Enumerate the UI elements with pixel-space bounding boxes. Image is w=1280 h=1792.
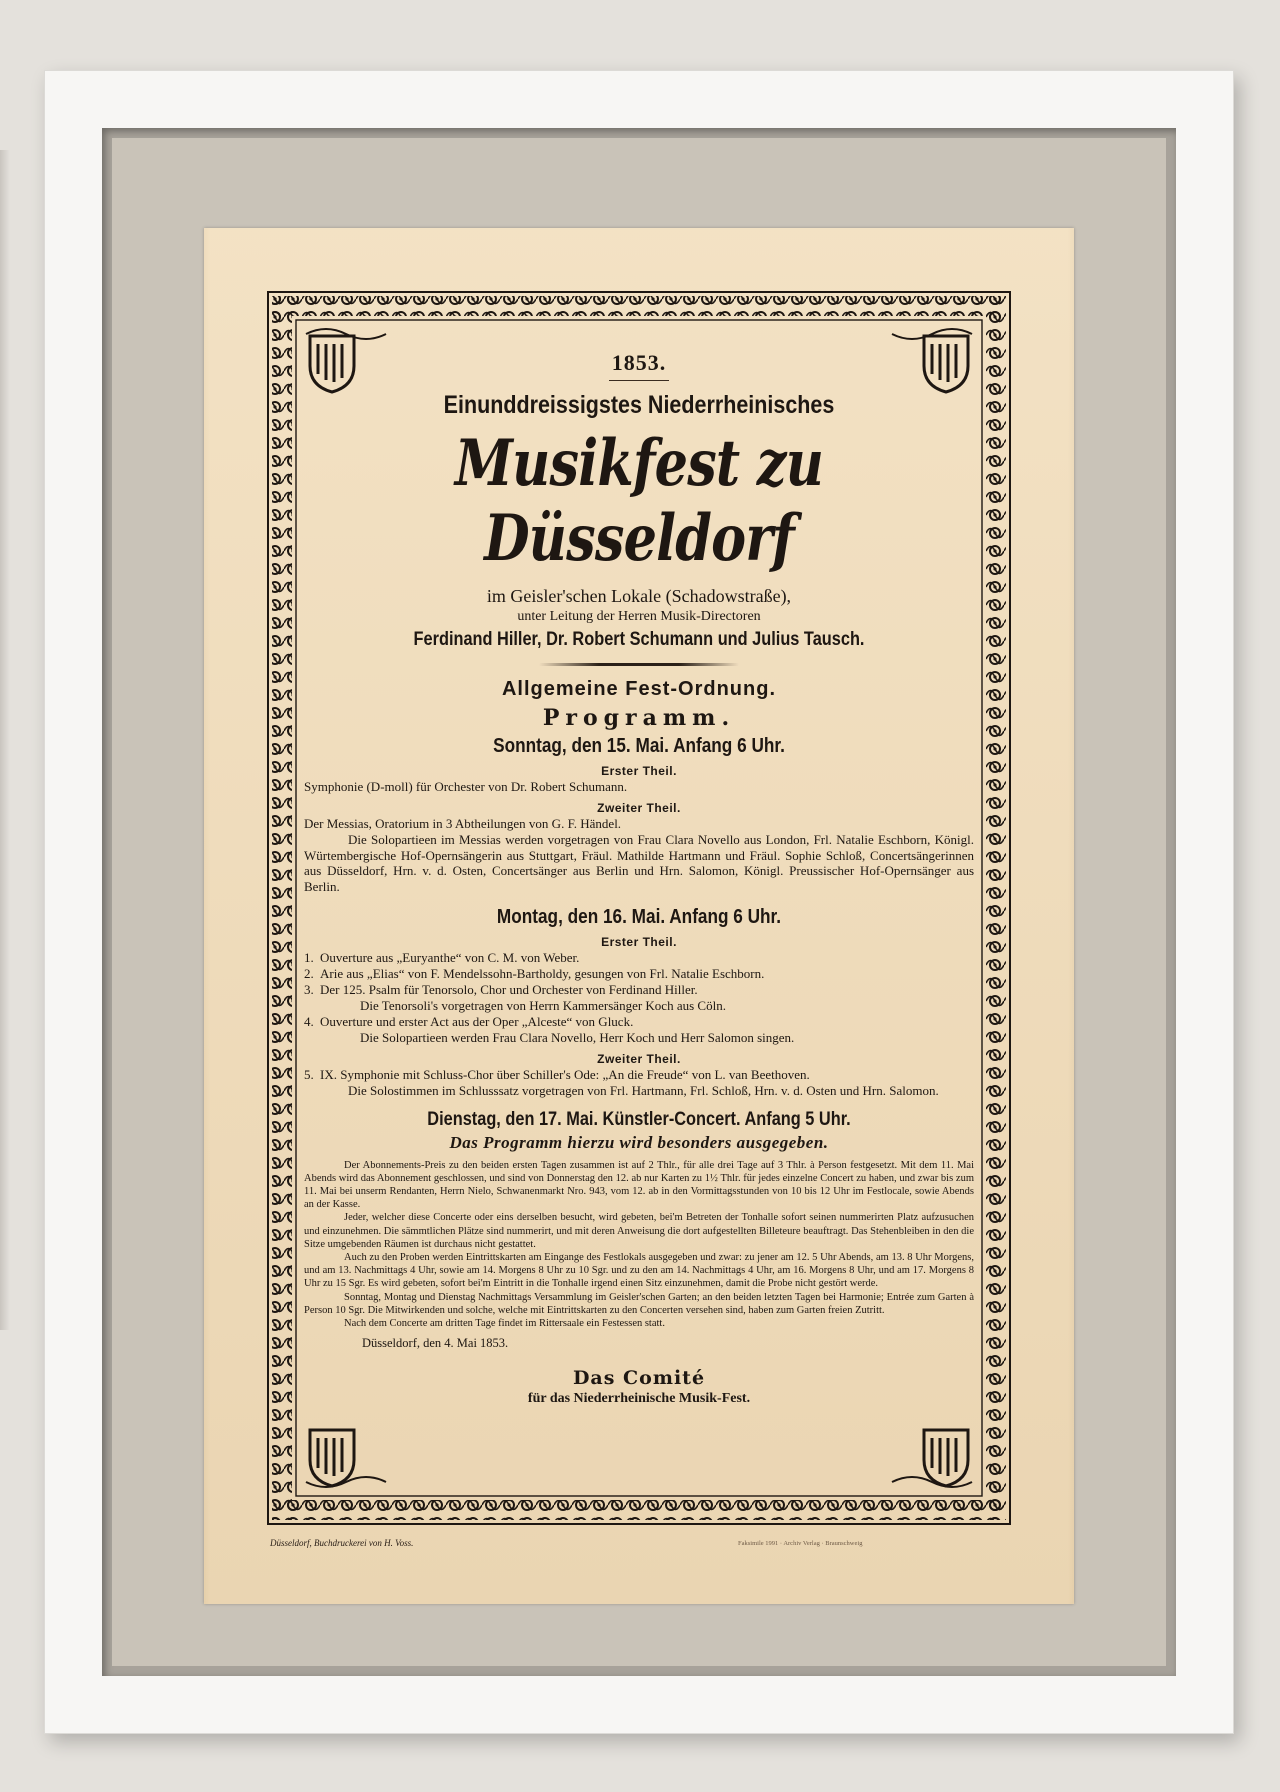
day2-part2-label: Zweiter Theil. [597,1052,681,1066]
program-item-text: Ouverture aus „Euryanthe“ von C. M. von Weber. [320,950,580,965]
coat-of-arms-bottom-right [918,1424,974,1488]
day1-part1-label: Erster Theil. [601,764,677,778]
festival-title: Musikfest zu Düsseldorf [454,426,824,576]
program-item [304,950,974,966]
poster-content [304,350,974,1407]
day1-part1-line: Symphonie (D-moll) für Orchester von Dr. Robert Schumann. [304,779,628,794]
day3-heading: Dienstag, den 17. Mai. Künstler-Concert. Anfang 5 Uhr. [427,1108,851,1130]
fest-ordnung-heading: Allgemeine Fest-Ordnung. [501,678,777,700]
program-item [304,982,974,998]
note-paragraph: Auch zu den Proben werden Eintrittskarten am Eingange des Festlokals ausgegeben und zwar: zu jener am 12. 5 Uhr Abends, am 13. 8 Uhr Morgens, und am 13. Nachmittags 4 Uhr, sowie am 14. Morgens 8 Uhr zu 10 Sgr. und zu den am 14. Nachmittags 4 Uhr, am 16. Morgens 8 Uhr, und am 17. Morgens 8 Uhr zu 15 Sgr. Es wird gebeten, sofort bei'm Eintritt in die Tonhalle irgend einen Sitz einzunehmen, damit die Probe nicht gestört werde. [304,1251,974,1290]
issue-date: Düsseldorf, den 4. Mai 1853. [362,1336,509,1351]
note-paragraph: Der Abonnements-Preis zu den beiden ersten Tagen zusammen ist auf 2 Thlr., für alle drei Tage auf 3 Thlr. à Person festgesetzt. Mit dem 11. Mai Abends wird das Abonnement geschlossen, und sind von Donnerstag den 12. ab nur Karten zu 1½ Thlr. für jedes einzelne Concert zu haben, und zwar bis zum 11. Mai bei unserm Rendanten, Herrn Nielo, Schwanenmarkt Nro. 943, vom 12. ab in den Vormittagsstunden von 10 bis 12 Uhr im Festlocale, sowie Abends an der Kasse. [304,1159,974,1211]
divider-rule [539,663,739,666]
program-item-text: Arie aus „Elias“ von F. Mendelssohn-Bartholdy, gesungen von Frl. Natalie Eschborn. [320,966,765,981]
directors: Ferdinand Hiller, Dr. Robert Schumann und Julius Tausch. [413,629,865,650]
program-item [304,1014,974,1030]
frame-recess [102,128,1176,1676]
imprint-facsimile: Faksimile 1991 · Archiv Verlag · Braunschweig [738,1540,863,1547]
comite-subtitle: für das Niederrheinische Musik-Fest. [527,1391,751,1407]
program-item [304,966,974,982]
wall-shadow [0,150,10,1330]
programm-heading: Programm. [542,705,736,731]
comite-heading: Das Comité [572,1367,706,1390]
program-item-note [304,1030,974,1046]
program-item-number: 1. [304,950,314,965]
day1-soloists: Die Solopartieen im Messias werden vorgetragen von Frau Clara Novello aus London, Frl. Natalie Eschborn, Königl. Würtembergische Hof-Opernsängerin aus Stuttgart, Fräul. Mathilde Hartmann und Fräul. Sophie Schloß, Concertsängerinnen aus Düsseldorf, Hrn. v. d. Osten, Concertsänger aus Berlin und Hrn. Salomon, Königl. Preussischer Hof-Opernsänger aus Berlin. [304,832,974,894]
venue: im Geisler'schen Lokale (Schadowstraße), [486,586,792,606]
day2-soloists: Die Solostimmen im Schlusssatz vorgetragen von Frl. Hartmann, Frl. Schloß, Hrn. v. d. Osten und Hrn. Salomon. [348,1083,939,1098]
day2-part1-label: Erster Theil. [601,935,677,949]
day1-part2-label: Zweiter Theil. [597,801,681,815]
festival-subtitle: Einunddreissigstes Niederrheinisches [443,391,835,419]
program-item [304,1067,974,1083]
poster-sheet [204,228,1074,1604]
program-item-number: 2. [304,966,314,981]
program-item-text: Die Solopartieen werden Frau Clara Novello, Herr Koch und Herr Salomon singen. [360,1030,795,1045]
program-item-text: Die Tenorsoli's vorgetragen von Herrn Kammersänger Koch aus Cöln. [360,998,726,1013]
direction-line: unter Leitung der Herren Musik-Directoren [517,609,761,624]
program-item-text: Der 125. Psalm für Tenorsolo, Chor und Orchester von Ferdinand Hiller. [320,982,698,997]
program-item-number: 4. [304,1014,314,1029]
day1-heading: Sonntag, den 15. Mai. Anfang 6 Uhr. [493,735,785,757]
day1-part2-line: Der Messias, Oratorium in 3 Abtheilungen von G. F. Händel. [304,816,622,831]
year-rule [609,380,669,381]
program-item-text: Ouverture und erster Act aus der Oper „Alceste“ von Gluck. [320,1014,634,1029]
picture-frame [44,70,1234,1734]
note-paragraph: Nach dem Concerte am dritten Tage findet im Rittersaale ein Festessen statt. [344,1317,665,1329]
program-item-note [304,998,974,1014]
program-item-number: 3. [304,982,314,997]
day2-heading: Montag, den 16. Mai. Anfang 6 Uhr. [496,906,782,928]
day3-special: Das Programm hierzu wird besonders ausgegeben. [449,1132,829,1152]
imprint-printer: Düsseldorf, Buchdruckerei von H. Voss. [270,1538,414,1548]
coat-of-arms-bottom-left [304,1424,360,1488]
passepartout-mat [112,138,1166,1666]
year: 1853. [611,350,667,375]
note-paragraph: Jeder, welcher diese Concerte oder eins derselben besucht, wird gebeten, bei'm Betreten der Tonhalle sofort seinen nummerirten Platz aufzusuchen und einzunehmen. Die sämmtlichen Plätze sind nummerirt, und mit deren Anweisung die dort aufgestellten Billeteure beauftragt. Das Stehenbleiben in den die Sitze umgebenden Räumen ist durchaus nicht gestattet. [304,1212,974,1250]
program-item-text: IX. Symphonie mit Schluss-Chor über Schiller's Ode: „An die Freude“ von L. van Beethoven. [320,1067,810,1082]
program-item-number: 5. [304,1067,314,1082]
note-paragraph: Sonntag, Montag und Dienstag Nachmittags Versammlung im Geisler'schen Garten; an den beiden letzten Tagen bei Harmonie; Entrée zum Garten à Person 10 Sgr. Die Mitwirkenden und solche, welche mit Eintrittskarten zu den Concerten versehen sind, haben zum Garten freien Zutritt. [304,1291,974,1316]
